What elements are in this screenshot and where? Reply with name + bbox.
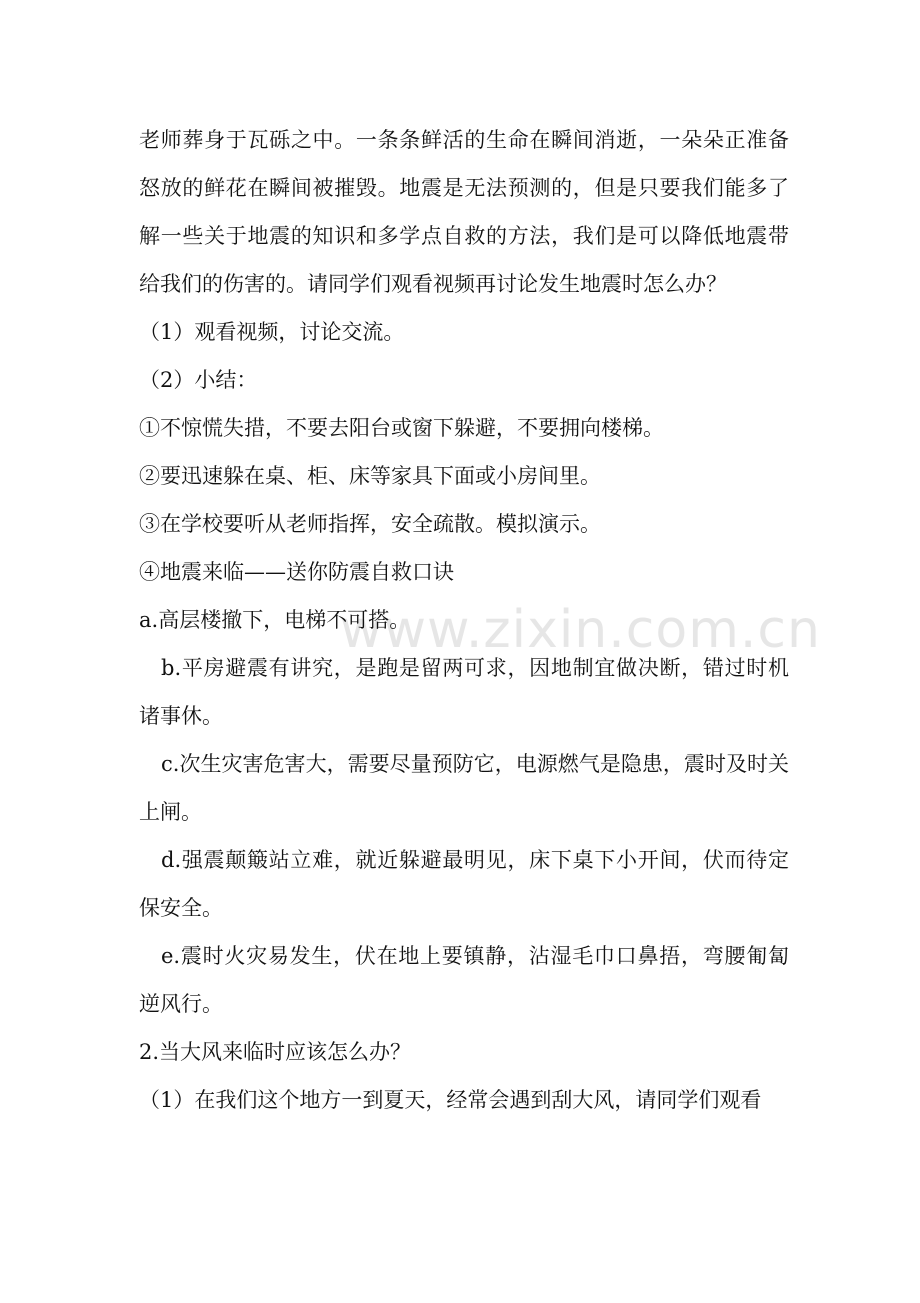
watermark: www.zixin.com.cn <box>340 600 821 660</box>
summary-item-3: ③在学校要听从老师指挥，安全疏散。模拟演示。 <box>139 512 601 536</box>
step-1: （1）观看视频，讨论交流。 <box>139 320 405 344</box>
section-heading-2: 2.当大风来临时应该怎么办？ <box>139 1040 412 1064</box>
rhyme-c: c.次生灾害危害大，需要尽量预防它，电源燃气是隐患，震时及时关上闸。 <box>139 752 789 824</box>
summary-item-1: ①不惊慌失措，不要去阳台或窗下躲避，不要拥向楼梯。 <box>139 416 664 440</box>
step-2: （2）小结： <box>139 368 258 392</box>
summary-item-4: ④地震来临——送你防震自救口诀 <box>139 560 454 584</box>
rhyme-b: b.平房避震有讲究，是跑是留两可求，因地制宜做决断，错过时机诸事休。 <box>139 656 789 728</box>
rhyme-a: a.高层楼撤下，电梯不可搭。 <box>139 608 411 632</box>
rhyme-e: e.震时火灾易发生，伏在地上要镇静，沾湿毛巾口鼻捂，弯腰匍匐逆风行。 <box>139 944 789 1016</box>
summary-item-2: ②要迅速躲在桌、柜、床等家具下面或小房间里。 <box>139 464 601 488</box>
document-body <box>139 116 789 1124</box>
intro-paragraph: 老师葬身于瓦砾之中。一条条鲜活的生命在瞬间消逝，一朵朵正准备怒放的鲜花在瞬间被摧毁。地震是无法预测的，但是只要我们能多了解一些关于地震的知识和多学点自救的方法，我们是可以降低地震带给我们的伤害的。请同学们观看视频再讨论发生地震时怎么办？ <box>139 128 789 296</box>
rhyme-d: d.强震颠簸站立难，就近躲避最明见，床下桌下小开间，伏而待定保安全。 <box>139 848 789 920</box>
wind-step-1: （1）在我们这个地方一到夏天，经常会遇到刮大风，请同学们观看 <box>139 1088 762 1112</box>
